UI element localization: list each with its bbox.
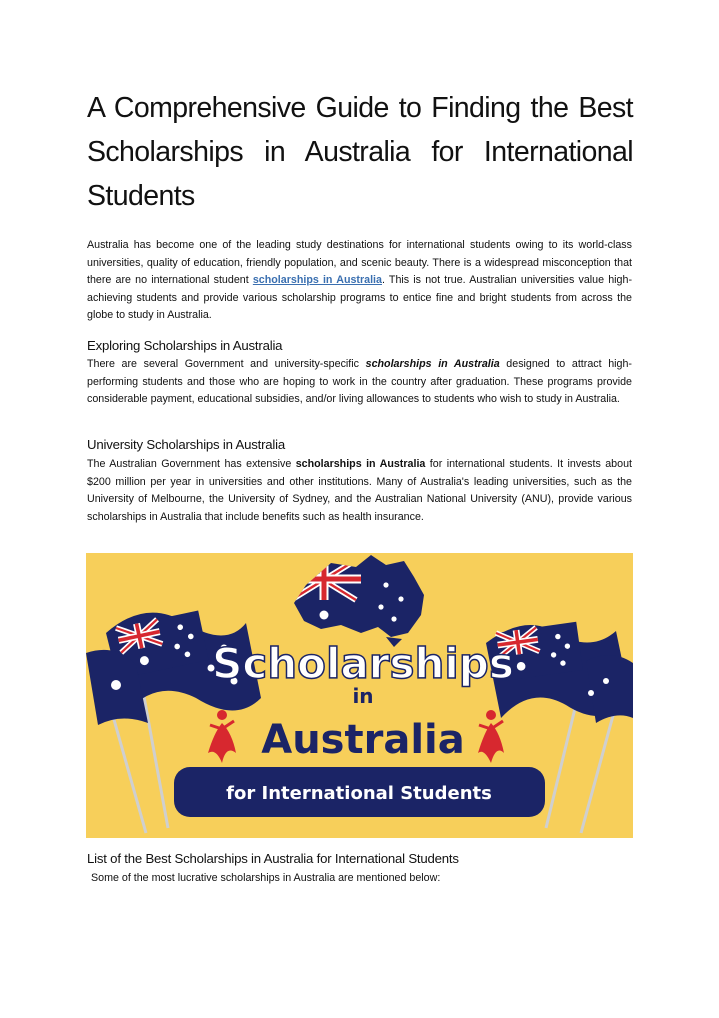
banner-ribbon-text: for International Students <box>226 783 492 804</box>
section-heading-list: List of the Best Scholarships in Australia for International Students <box>87 851 459 866</box>
banner-line-scholarships: Scholarships <box>212 639 514 688</box>
university-text-after: for international students. It invests about $200 million per year in universities and other institutions. Many of Australia's leading universities, such as the University of Melbourne, the University of Sydney, and the Australian National University (ANU), provide various scholarships in Australia that include benefits such as health insurance. <box>87 458 632 523</box>
exploring-text-after: designed to attract high-performing students and those who are hoping to work in the country after graduation. These programs provide considerable payment, educational subsidies, and/or living allowances to students who wish to study in Australia. <box>87 358 632 406</box>
scholarships-link[interactable]: scholarships in Australia <box>252 274 382 287</box>
intro-text-before: Australia has become one of the leading study destinations for international students owing to its world-class universities, quality of education, friendly population, and scenic beauty. There is a widespread misconception that there are no international student <box>87 239 632 287</box>
exploring-emphasis: scholarships in Australia <box>365 358 500 370</box>
exploring-text-before: There are several Government and university-specific <box>87 358 366 370</box>
scholarships-banner-image <box>86 553 633 838</box>
section-heading-university: University Scholarships in Australia <box>87 437 286 452</box>
intro-text-after: . This is not true. Australian universities value high-achieving students and provide various scholarship programs to entice fine and bright students from across the globe to study in Australia. <box>87 274 633 322</box>
university-paragraph <box>87 456 632 526</box>
intro-paragraph <box>87 237 632 325</box>
page-title: A Comprehensive Guide to Finding the Best Scholarships in Australia for International Students <box>87 92 633 212</box>
section-heading-exploring: Exploring Scholarships in Australia <box>87 338 283 353</box>
university-text-before: The Australian Government has extensive <box>87 458 296 470</box>
exploring-paragraph <box>87 356 632 409</box>
university-bold: scholarships in Australia <box>295 458 426 470</box>
banner-line-australia: Australia <box>261 717 465 763</box>
banner-line-in: in <box>352 684 374 708</box>
list-intro-text: Some of the most lucrative scholarships in Australia are mentioned below: <box>91 872 441 884</box>
